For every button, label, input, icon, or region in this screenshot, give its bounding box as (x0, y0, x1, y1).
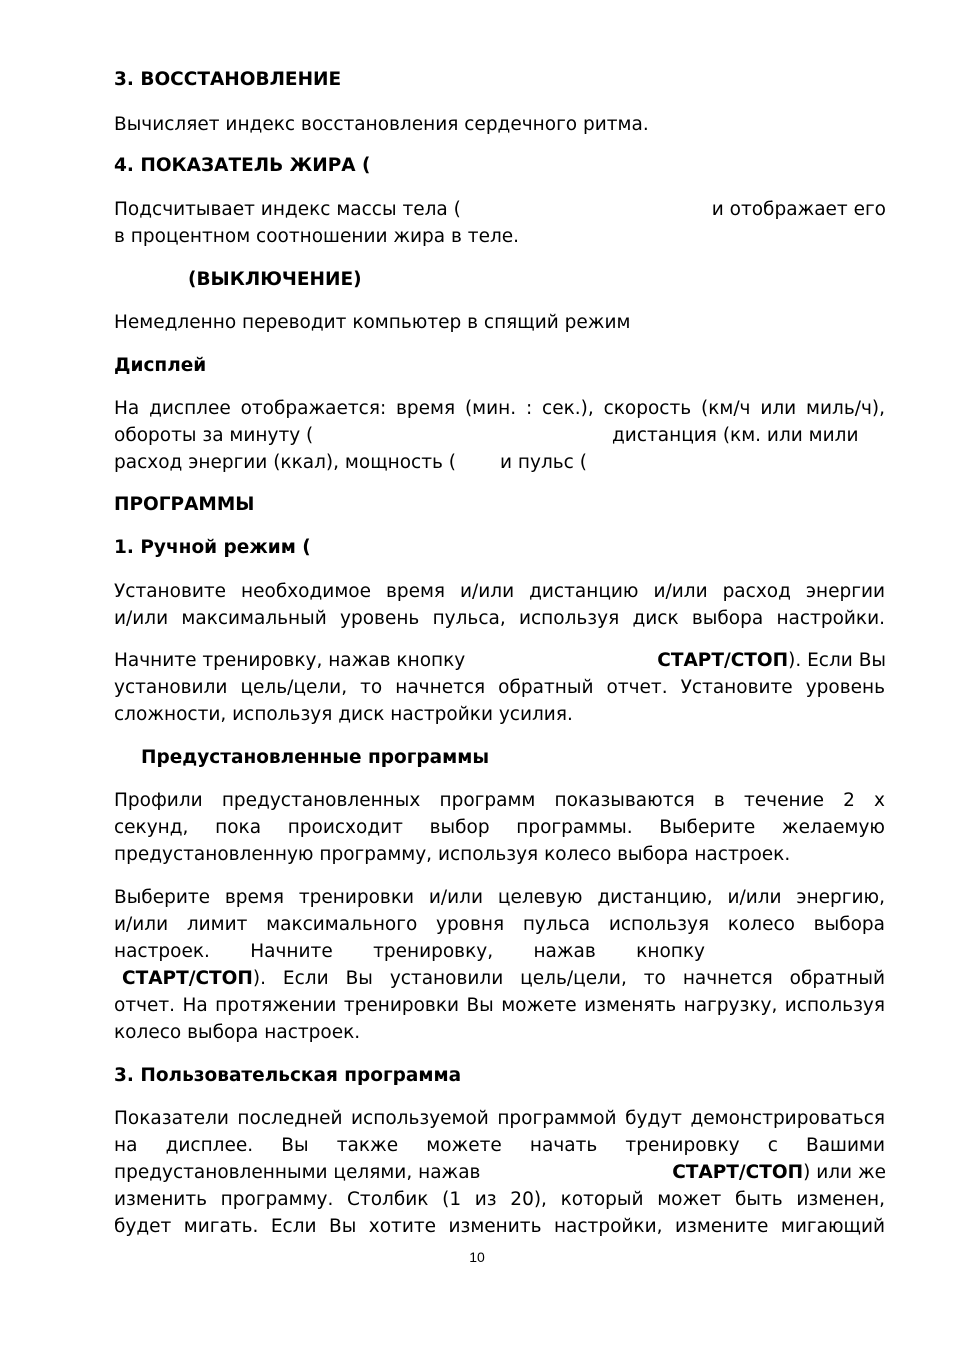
programs-heading: ПРОГРАММЫ (114, 494, 255, 515)
user-line-2: на дисплее. Вы также можете начать тренировку с Вашими (114, 1135, 885, 1156)
section-3-heading: 3. ВОССТАНОВЛЕНИЕ (114, 69, 342, 90)
section-4-line-1-start: Подсчитывает индекс массы тела ( (114, 199, 461, 220)
preset-p2-line-2: и/или лимит максимального уровня пульса используя колесо выбора (114, 914, 885, 935)
user-program-heading: 3. Пользовательская программа (114, 1065, 462, 1086)
user-line-1: Показатели последней используемой программой будут демонстрироваться (114, 1108, 885, 1129)
section-4-line-2: в процентном соотношении жира в теле. (114, 226, 520, 247)
shutdown-heading: (ВЫКЛЮЧЕНИЕ) (188, 269, 362, 290)
start-stop-label: СТАРТ/СТОП (657, 650, 789, 671)
user-line-3-start: предустановленными целями, нажав (114, 1162, 481, 1183)
preset-p1-line-3: предустановленную программу, используя колесо выбора настроек. (114, 844, 791, 865)
display-line-2-start: обороты за минуту ( (114, 425, 314, 446)
manual-p2-line-1-tail: ). Если Вы (788, 650, 886, 671)
display-line-3-start: расход энергии (ккал), мощность ( (114, 452, 456, 473)
section-3-text: Вычисляет индекс восстановления сердечного ритма. (114, 114, 649, 135)
manual-p2-line-1-start: Начните тренировку, нажав кнопку (114, 650, 466, 671)
preset-p2-line-6: колесо выбора настроек. (114, 1022, 361, 1043)
display-heading: Дисплей (114, 355, 207, 376)
user-line-3-end (672, 1159, 886, 1186)
manual-p2-line-1-end (657, 647, 886, 674)
shutdown-text: Немедленно переводит компьютер в спящий режим (114, 312, 631, 333)
manual-p2-line-3: сложности, используя диск настройки усилия. (114, 704, 573, 725)
display-line-2-end: дистанция (км. или мили (612, 425, 859, 446)
manual-p2-line-2: установили цель/цели, то начнется обратный отчет. Установите уровень (114, 677, 885, 698)
user-line-5: будет мигать. Если Вы хотите изменить настройки, измените мигающий (114, 1216, 885, 1237)
page-number: 10 (469, 1249, 485, 1265)
section-4-heading: 4. ПОКАЗАТЕЛЬ ЖИРА ( (114, 155, 371, 176)
manual-p1-line-1: Установите необходимое время и/или дистанцию и/или расход энергии (114, 581, 885, 602)
start-stop-label: СТАРТ/СТОП (672, 1162, 804, 1183)
preset-p2-line-4-rest: ). Если Вы установили цель/цели, то начнется обратный (252, 968, 885, 989)
preset-heading: Предустановленные программы (141, 747, 490, 768)
preset-p2-line-5: отчет. На протяжении тренировки Вы можете изменять нагрузку, используя (114, 995, 885, 1016)
display-line-3-end: и пульс ( (500, 452, 587, 473)
preset-p2-line-3: настроек. Начните тренировку, нажав кнопку (114, 941, 705, 962)
preset-p1-line-2: секунд, пока происходит выбор программы. Выберите желаемую (114, 817, 885, 838)
user-line-4: изменить программу. Столбик (1 из 20), который может быть изменен, (114, 1189, 885, 1210)
manual-heading: 1. Ручной режим ( (114, 537, 311, 558)
preset-p2-line-4 (122, 965, 885, 992)
preset-p1-line-1: Профили предустановленных программ показываются в течение 2 х (114, 790, 885, 811)
manual-p1-line-2: и/или максимальный уровень пульса, используя диск выбора настройки. (114, 608, 885, 629)
display-line-1: На дисплее отображается: время (мин. : сек.), скорость (км/ч или миль/ч), (114, 398, 885, 419)
preset-p2-line-1: Выберите время тренировки и/или целевую дистанцию, и/или энергию, (114, 887, 885, 908)
user-line-3-tail: ) или же (803, 1162, 886, 1183)
start-stop-label: СТАРТ/СТОП (122, 968, 253, 989)
section-4-line-1-end: и отображает его (711, 199, 886, 220)
